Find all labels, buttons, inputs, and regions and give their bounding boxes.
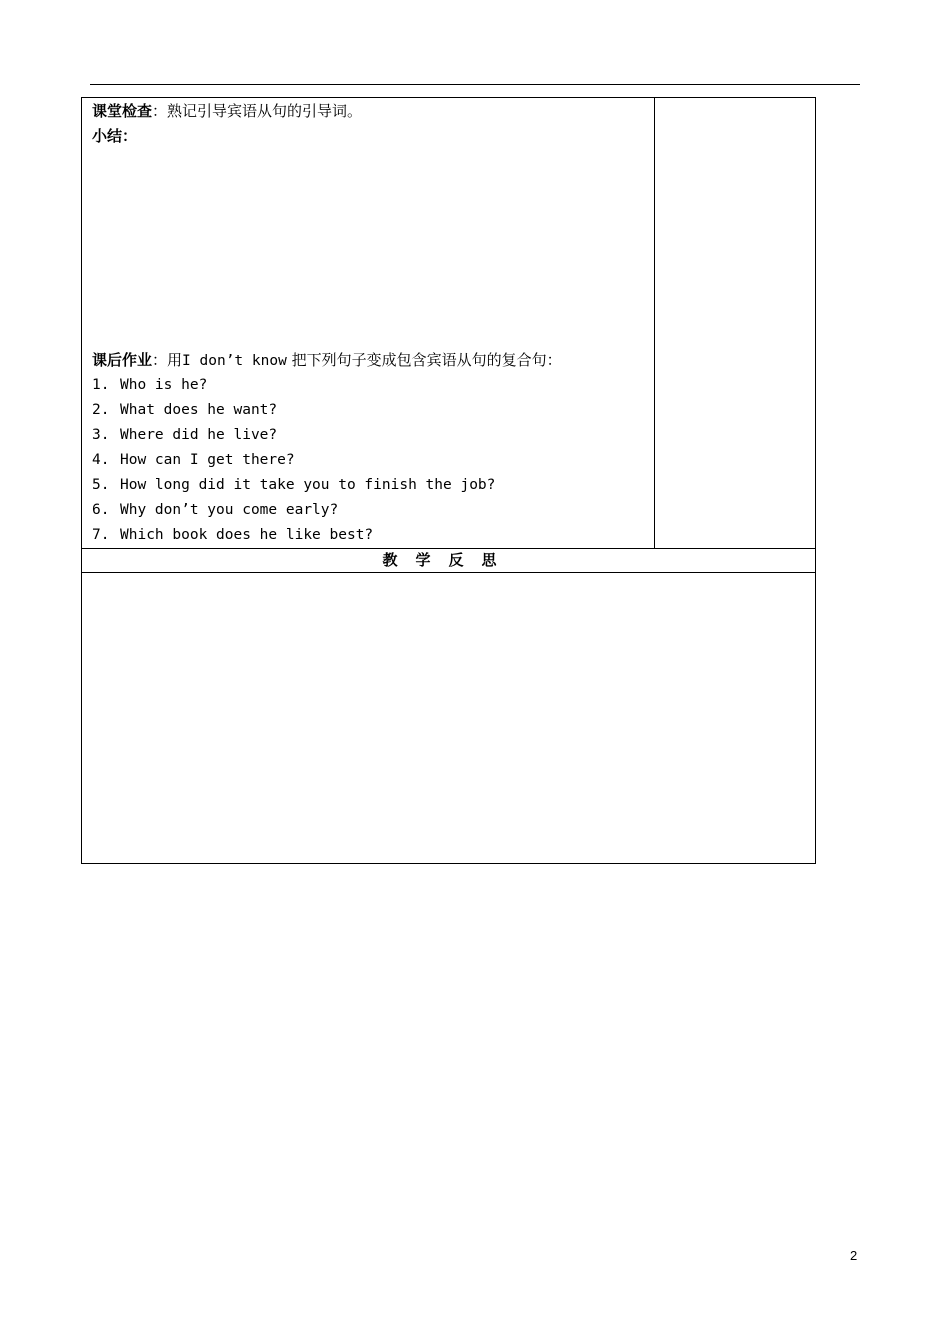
- question-text: How long did it take you to finish the job?: [120, 477, 496, 493]
- notes-cell: [655, 98, 815, 548]
- summary-line: [92, 126, 137, 146]
- question-text: Which book does he like best?: [120, 527, 374, 543]
- question-number: 1.: [92, 377, 110, 393]
- reflection-heading: 教学反思: [82, 548, 815, 573]
- classroom-check-colon: ：: [152, 102, 168, 120]
- question-item: [92, 450, 295, 470]
- question-text: How can I get there?: [120, 452, 295, 468]
- classroom-check-text: 熟记引导宾语从句的引导词。: [167, 102, 363, 120]
- question-number: 7.: [92, 527, 110, 543]
- homework-line: [92, 350, 562, 371]
- question-text: Why don’t you come early?: [120, 502, 339, 518]
- question-number: 4.: [92, 452, 110, 468]
- question-item: [92, 500, 338, 520]
- question-text: Where did he live?: [120, 427, 278, 443]
- classroom-check-line: [92, 101, 362, 121]
- question-item: [92, 425, 277, 445]
- question-number: 3.: [92, 427, 110, 443]
- question-text: What does he want?: [120, 402, 278, 418]
- question-item: [92, 525, 373, 545]
- homework-instruction-suffix: 把下列句子变成包含宾语从句的复合句：: [286, 351, 562, 369]
- summary-label: 小结: [92, 127, 123, 145]
- lesson-content-cell: [82, 98, 655, 548]
- page-number: 2: [850, 1248, 858, 1263]
- question-item: [92, 475, 495, 495]
- reflection-cell: [82, 573, 815, 863]
- summary-colon: ：: [122, 127, 138, 145]
- homework-colon: ：: [152, 351, 168, 369]
- homework-label: 课后作业: [92, 351, 153, 369]
- question-number: 2.: [92, 402, 110, 418]
- question-item: [92, 400, 277, 420]
- question-number: 5.: [92, 477, 110, 493]
- homework-instruction-prefix: 用: [167, 351, 183, 369]
- question-number: 6.: [92, 502, 110, 518]
- question-text: Who is he?: [120, 377, 208, 393]
- lesson-table: [81, 97, 816, 864]
- classroom-check-label: 课堂检查: [92, 102, 153, 120]
- homework-instruction-code: I don’t know: [182, 353, 287, 369]
- question-item: [92, 375, 207, 395]
- header-rule: [90, 84, 860, 85]
